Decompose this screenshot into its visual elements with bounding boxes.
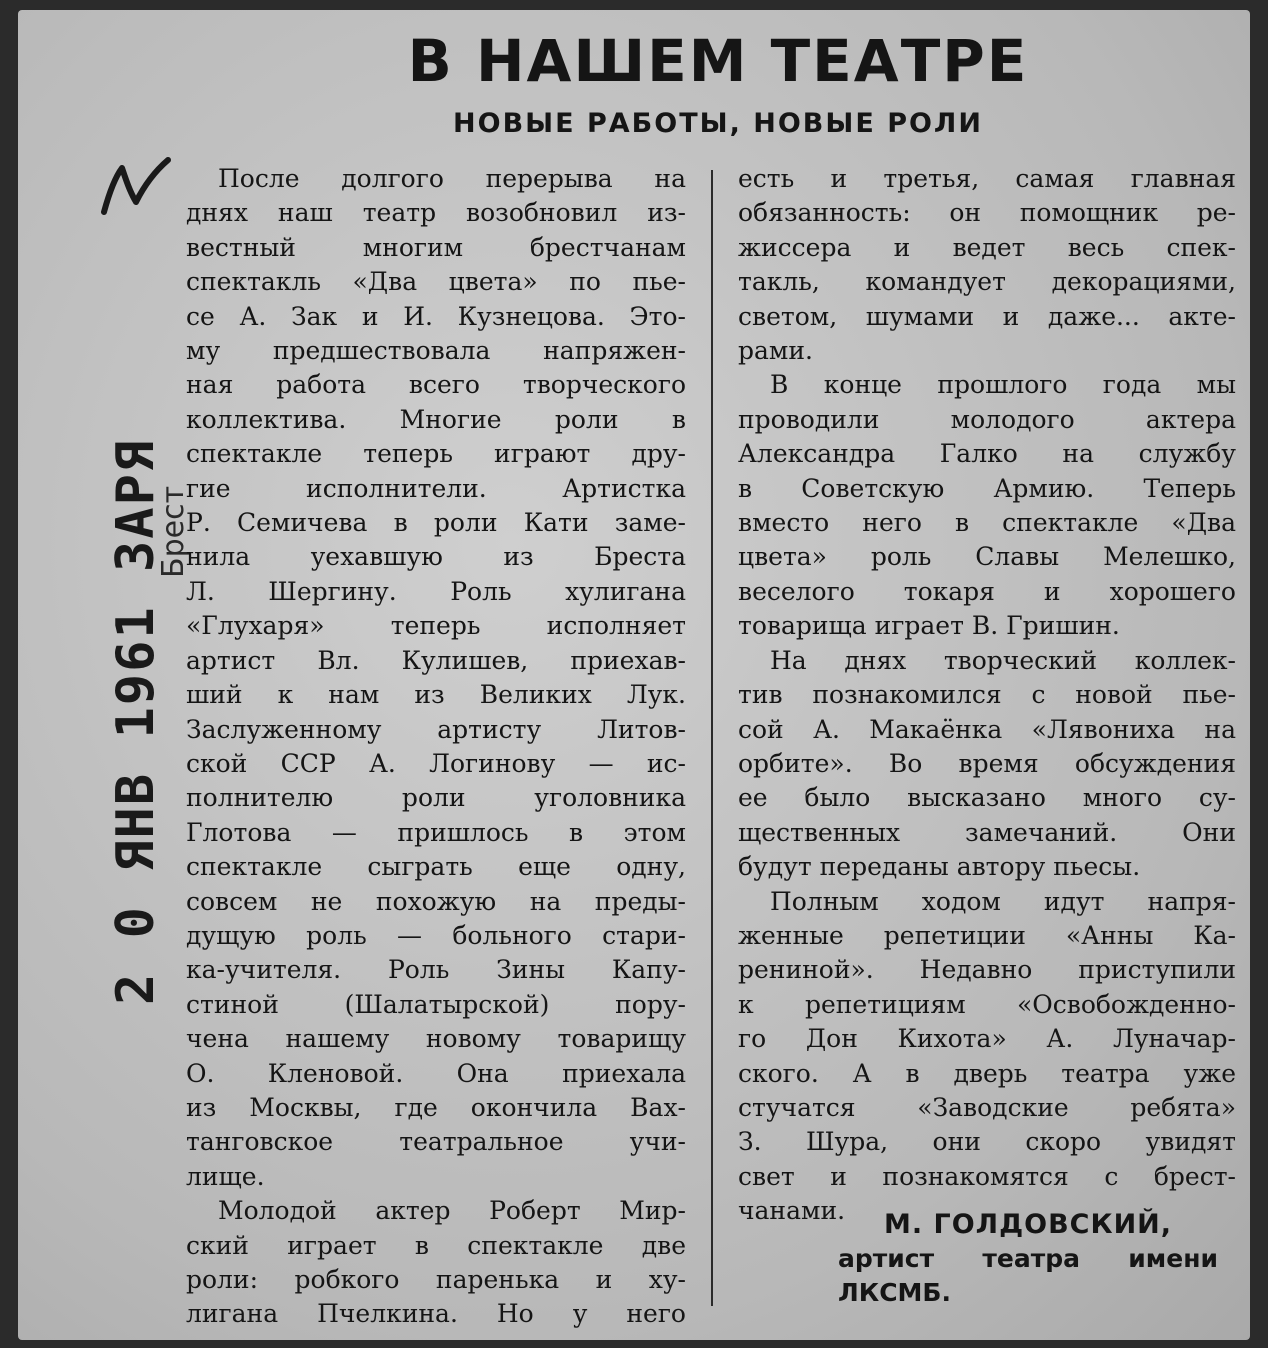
text-line: артист Вл. Кулишев, приехав- (186, 645, 686, 675)
text-line: веселого токаря и хорошего (738, 576, 1236, 606)
text-line: роли: робкого паренька и ху- (186, 1265, 686, 1294)
text-line: спектакле теперь играют дру- (186, 439, 686, 469)
text-line: Р. Семичева в роли Кати заме- (186, 508, 686, 538)
text-line: спектакле сыграть еще одну, (186, 852, 686, 882)
text-line: Л. Шергину. Роль хулигана (186, 576, 686, 606)
article-column-right (738, 162, 1236, 1229)
text-line: сой А. Макаёнка «Лявониха на (738, 714, 1236, 744)
newspaper-clipping (18, 10, 1250, 1340)
text-line: му предшествовала напряжен- (186, 336, 686, 366)
text-line: лигана Пчелкина. Но у него (186, 1299, 686, 1329)
author-signature (838, 1208, 1218, 1310)
text-line: щественных замечаний. Они (738, 817, 1236, 847)
date-stamp: 2 0 ЯНВ 1961 ЗАРЯ (106, 438, 166, 1005)
text-line: После долгого перерыва на (218, 164, 686, 193)
text-line: На днях творческий коллек- (770, 645, 1236, 675)
author-role: артист театра имени (838, 1244, 1218, 1273)
text-line: ная работа всего творческого (186, 370, 686, 400)
article-column-left (186, 162, 686, 1332)
text-line: светом, шумами и даже... акте- (738, 301, 1236, 331)
text-line: из Москвы, где окончила Вах- (186, 1092, 686, 1122)
text-line: обязанность: он помощник ре- (738, 198, 1236, 228)
text-line: се А. Зак и И. Кузнецова. Это- (186, 301, 686, 331)
article-subheadline: НОВЫЕ РАБОТЫ, НОВЫЕ РОЛИ (453, 108, 983, 139)
text-line: в Советскую Армию. Теперь (738, 473, 1236, 503)
text-line: ской ССР А. Логинову — ис- (186, 748, 686, 778)
text-line: ский играет в спектакле две (186, 1230, 686, 1260)
text-line: танговское театральное учи- (186, 1127, 686, 1157)
text-line: ее было высказано много су- (738, 783, 1236, 813)
text-line: В конце прошлого года мы (770, 370, 1236, 400)
text-line: Полным ходом идут напря- (770, 886, 1236, 916)
article-headline: В НАШЕМ ТЕАТРЕ (407, 27, 1029, 95)
text-line: вместо него в спектакле «Два (738, 508, 1236, 538)
text-line: ка-учителя. Роль Зины Капу- (186, 955, 686, 985)
text-line: Молодой актер Роберт Мир- (218, 1196, 686, 1226)
text-line: днях наш театр возобновил из- (186, 198, 686, 228)
text-line: ший к нам из Великих Лук. (186, 680, 686, 710)
text-line: товарища играет В. Гришин. (738, 611, 1120, 641)
text-line: Заслуженному артисту Литов- (186, 714, 686, 744)
text-line: женные репетиции «Анны Ка- (738, 920, 1236, 950)
text-line: вестный многим брестчанам (186, 232, 686, 262)
text-line: чанами. (738, 1196, 846, 1226)
text-line: тив познакомился с новой пье- (738, 680, 1236, 710)
text-line: лище. (186, 1161, 265, 1191)
text-line: такль, командует декорациями, (738, 267, 1236, 297)
text-line: есть и третья, самая главная (738, 164, 1236, 193)
text-line: стучатся «Заводские ребята» (738, 1092, 1236, 1122)
column-divider (711, 170, 713, 1306)
text-line: жиссера и ведет весь спек- (738, 232, 1236, 262)
text-line: свет и познакомятся с брест- (738, 1161, 1236, 1191)
text-line: цвета» роль Славы Мелешко, (738, 542, 1236, 572)
text-line: чена нашему новому товарищу (186, 1024, 686, 1054)
handwritten-mark (96, 150, 176, 220)
text-line: орбите». Во время обсуждения (738, 748, 1236, 778)
text-line: З. Шура, они скоро увидят (738, 1127, 1236, 1157)
text-line: коллектива. Многие роли в (186, 404, 686, 434)
text-line: полнителю роли уголовника (186, 783, 686, 813)
author-organization: ЛКСМБ. (838, 1278, 951, 1307)
text-line: проводили молодого актера (738, 404, 1236, 434)
text-line: стиной (Шалатырской) пору- (186, 989, 686, 1019)
stamp-city: Брест (156, 485, 191, 578)
text-line: рениной». Недавно приступили (738, 955, 1236, 985)
text-line: совсем не похожую на преды- (186, 886, 686, 916)
text-line: го Дон Кихота» А. Луначар- (738, 1024, 1236, 1054)
text-line: дущую роль — больного стари- (186, 920, 686, 950)
text-line: будут переданы автору пьесы. (738, 852, 1141, 882)
text-line: нила уехавшую из Бреста (186, 542, 686, 572)
text-line: к репетициям «Освобожденно- (738, 989, 1236, 1019)
text-line: спектакль «Два цвета» по пье- (186, 267, 686, 297)
text-line: гие исполнители. Артистка (186, 473, 686, 503)
text-line: О. Кленовой. Она приехала (186, 1058, 686, 1088)
author-name: М. ГОЛДОВСКИЙ, (884, 1209, 1173, 1240)
text-line: ского. А в дверь театра уже (738, 1058, 1236, 1088)
text-line: Глотова — пришлось в этом (186, 817, 686, 847)
text-line: Александра Галко на службу (738, 439, 1236, 469)
text-line: «Глухаря» теперь исполняет (186, 611, 686, 641)
text-line: рами. (738, 336, 813, 366)
